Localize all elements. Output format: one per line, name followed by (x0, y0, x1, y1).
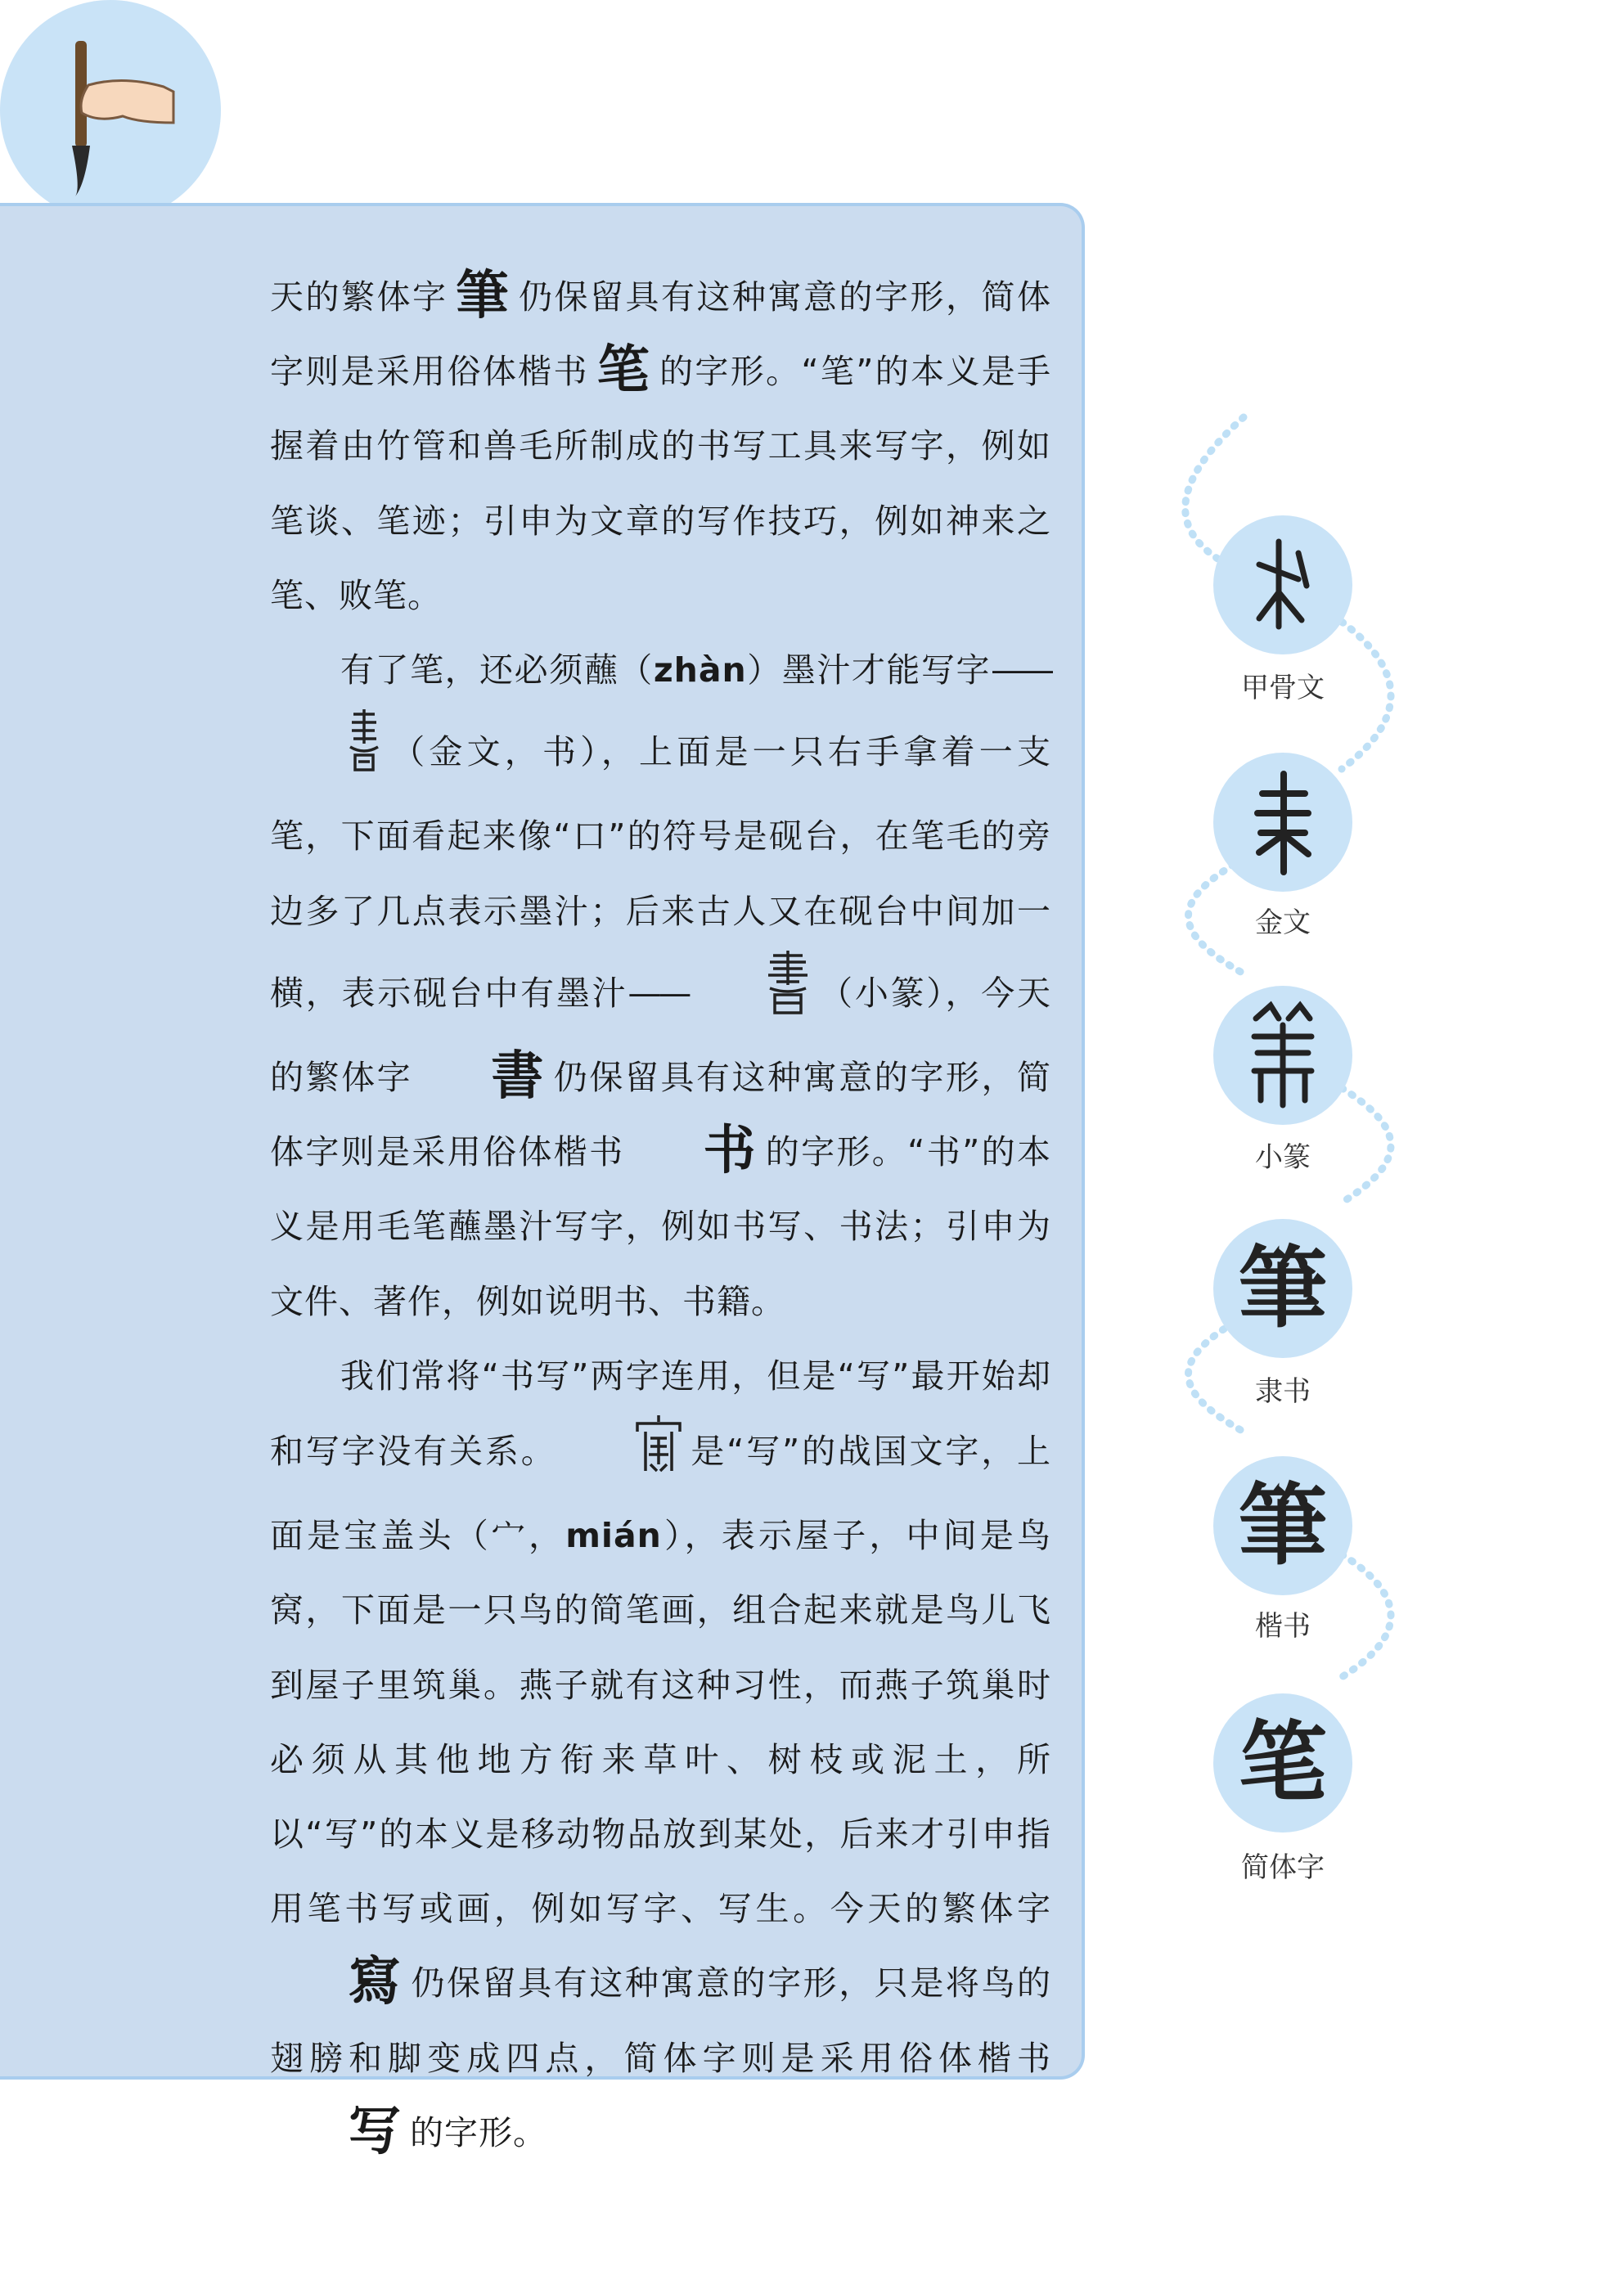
text-run: 仍保留具有这种寓意的字形，只是将鸟的翅膀和脚变成四点，简体字则是采用俗体楷书 (270, 1963, 1051, 2078)
label-oracle-bone: 甲骨文 (1241, 672, 1325, 704)
regular-circle (1213, 1456, 1352, 1595)
text-run: 是“写”的战国文字，上面是宝盖头（宀， (270, 1432, 1052, 1556)
text-run: ），表示屋子，中间是鸟窝，下面是一只鸟的简笔画，组合起来就是鸟儿飞到屋子里筑巢。燕子就有这种习性，而燕子筑巢时必须从其他地方衔来草叶、树枝或泥土，所以“写”的本义是移动物品放到某处，后来才引申指用笔书写或画，例如写字、写生。今天的繁体字 (270, 1516, 1051, 1929)
text-run: （小篆），今天的繁体字 (270, 973, 1052, 1098)
seal-circle (1213, 986, 1352, 1125)
bronze-bi-icon (1213, 753, 1352, 892)
oracle-bone-bi-icon (1213, 515, 1352, 654)
text-run: 的字形。 (410, 2112, 547, 2152)
text-run: 仍保留具有这种寓意的字形，简体字则是采用俗体楷书 (270, 277, 1051, 392)
clerical-glyph: 筆 (1238, 1237, 1327, 1340)
label-simplified: 简体字 (1241, 1851, 1325, 1884)
label-regular: 楷书 (1255, 1610, 1311, 1643)
text-run: 仍保留具有这种寓意的字形，简体字则是采用俗体楷书 (270, 1058, 1052, 1172)
simplified-glyph-large: 笔 (1238, 1711, 1327, 1815)
label-seal: 小篆 (1255, 1141, 1311, 1174)
text-run: ）墨汁才能写字 (746, 650, 992, 690)
oracle-bone-circle (1213, 515, 1352, 654)
simplified-glyph: 书 (703, 1120, 757, 1182)
text-run: 的字形。“笔”的本义是手握着由竹管和兽毛所制成的书写工具来写字，例如笔谈、笔迹；引申为文章的写作技巧，例如神来之笔、败笔。 (270, 352, 1052, 615)
text-run: 有了笔，还必须蘸（ (340, 650, 654, 690)
regular-glyph: 筆 (1238, 1474, 1327, 1577)
clerical-circle (1213, 1219, 1352, 1358)
simplified-glyph: 写 (349, 2100, 402, 2162)
dash: —— (991, 650, 1052, 690)
simplified-glyph: 笔 (596, 340, 650, 402)
pinyin: mián (565, 1516, 662, 1556)
traditional-glyph: 書 (491, 1046, 545, 1108)
label-clerical: 隶书 (1255, 1375, 1311, 1408)
label-bronze: 金文 (1255, 906, 1311, 939)
bronze-circle (1213, 753, 1352, 892)
text-run: 我们常将“书写”两字连用，但是“写”最开始却和写字没有关系。 (270, 1356, 1051, 1472)
traditional-glyph: 筆 (456, 265, 510, 326)
pinyin: zhàn (653, 650, 747, 690)
text-run: （金文，书），上面是一只右手拿着一支笔，下面看起来像“口”的符号是砚台，在笔毛的旁边多了几点表示墨汁；后来古人又在砚台中间加一横，表示砚台中有墨汁 (270, 732, 1051, 1013)
dash: —— (628, 973, 689, 1013)
simplified-circle (1213, 1693, 1352, 1833)
seal-bi-icon (1213, 986, 1352, 1125)
text-run: 天的繁体字 (270, 277, 448, 317)
traditional-glyph: 寫 (349, 1951, 402, 2013)
text-run: 的字形。“书”的本义是用毛笔蘸墨汁写字，例如书写、书法；引申为文件、著作，例如说明书、书籍。 (270, 1132, 1052, 1321)
